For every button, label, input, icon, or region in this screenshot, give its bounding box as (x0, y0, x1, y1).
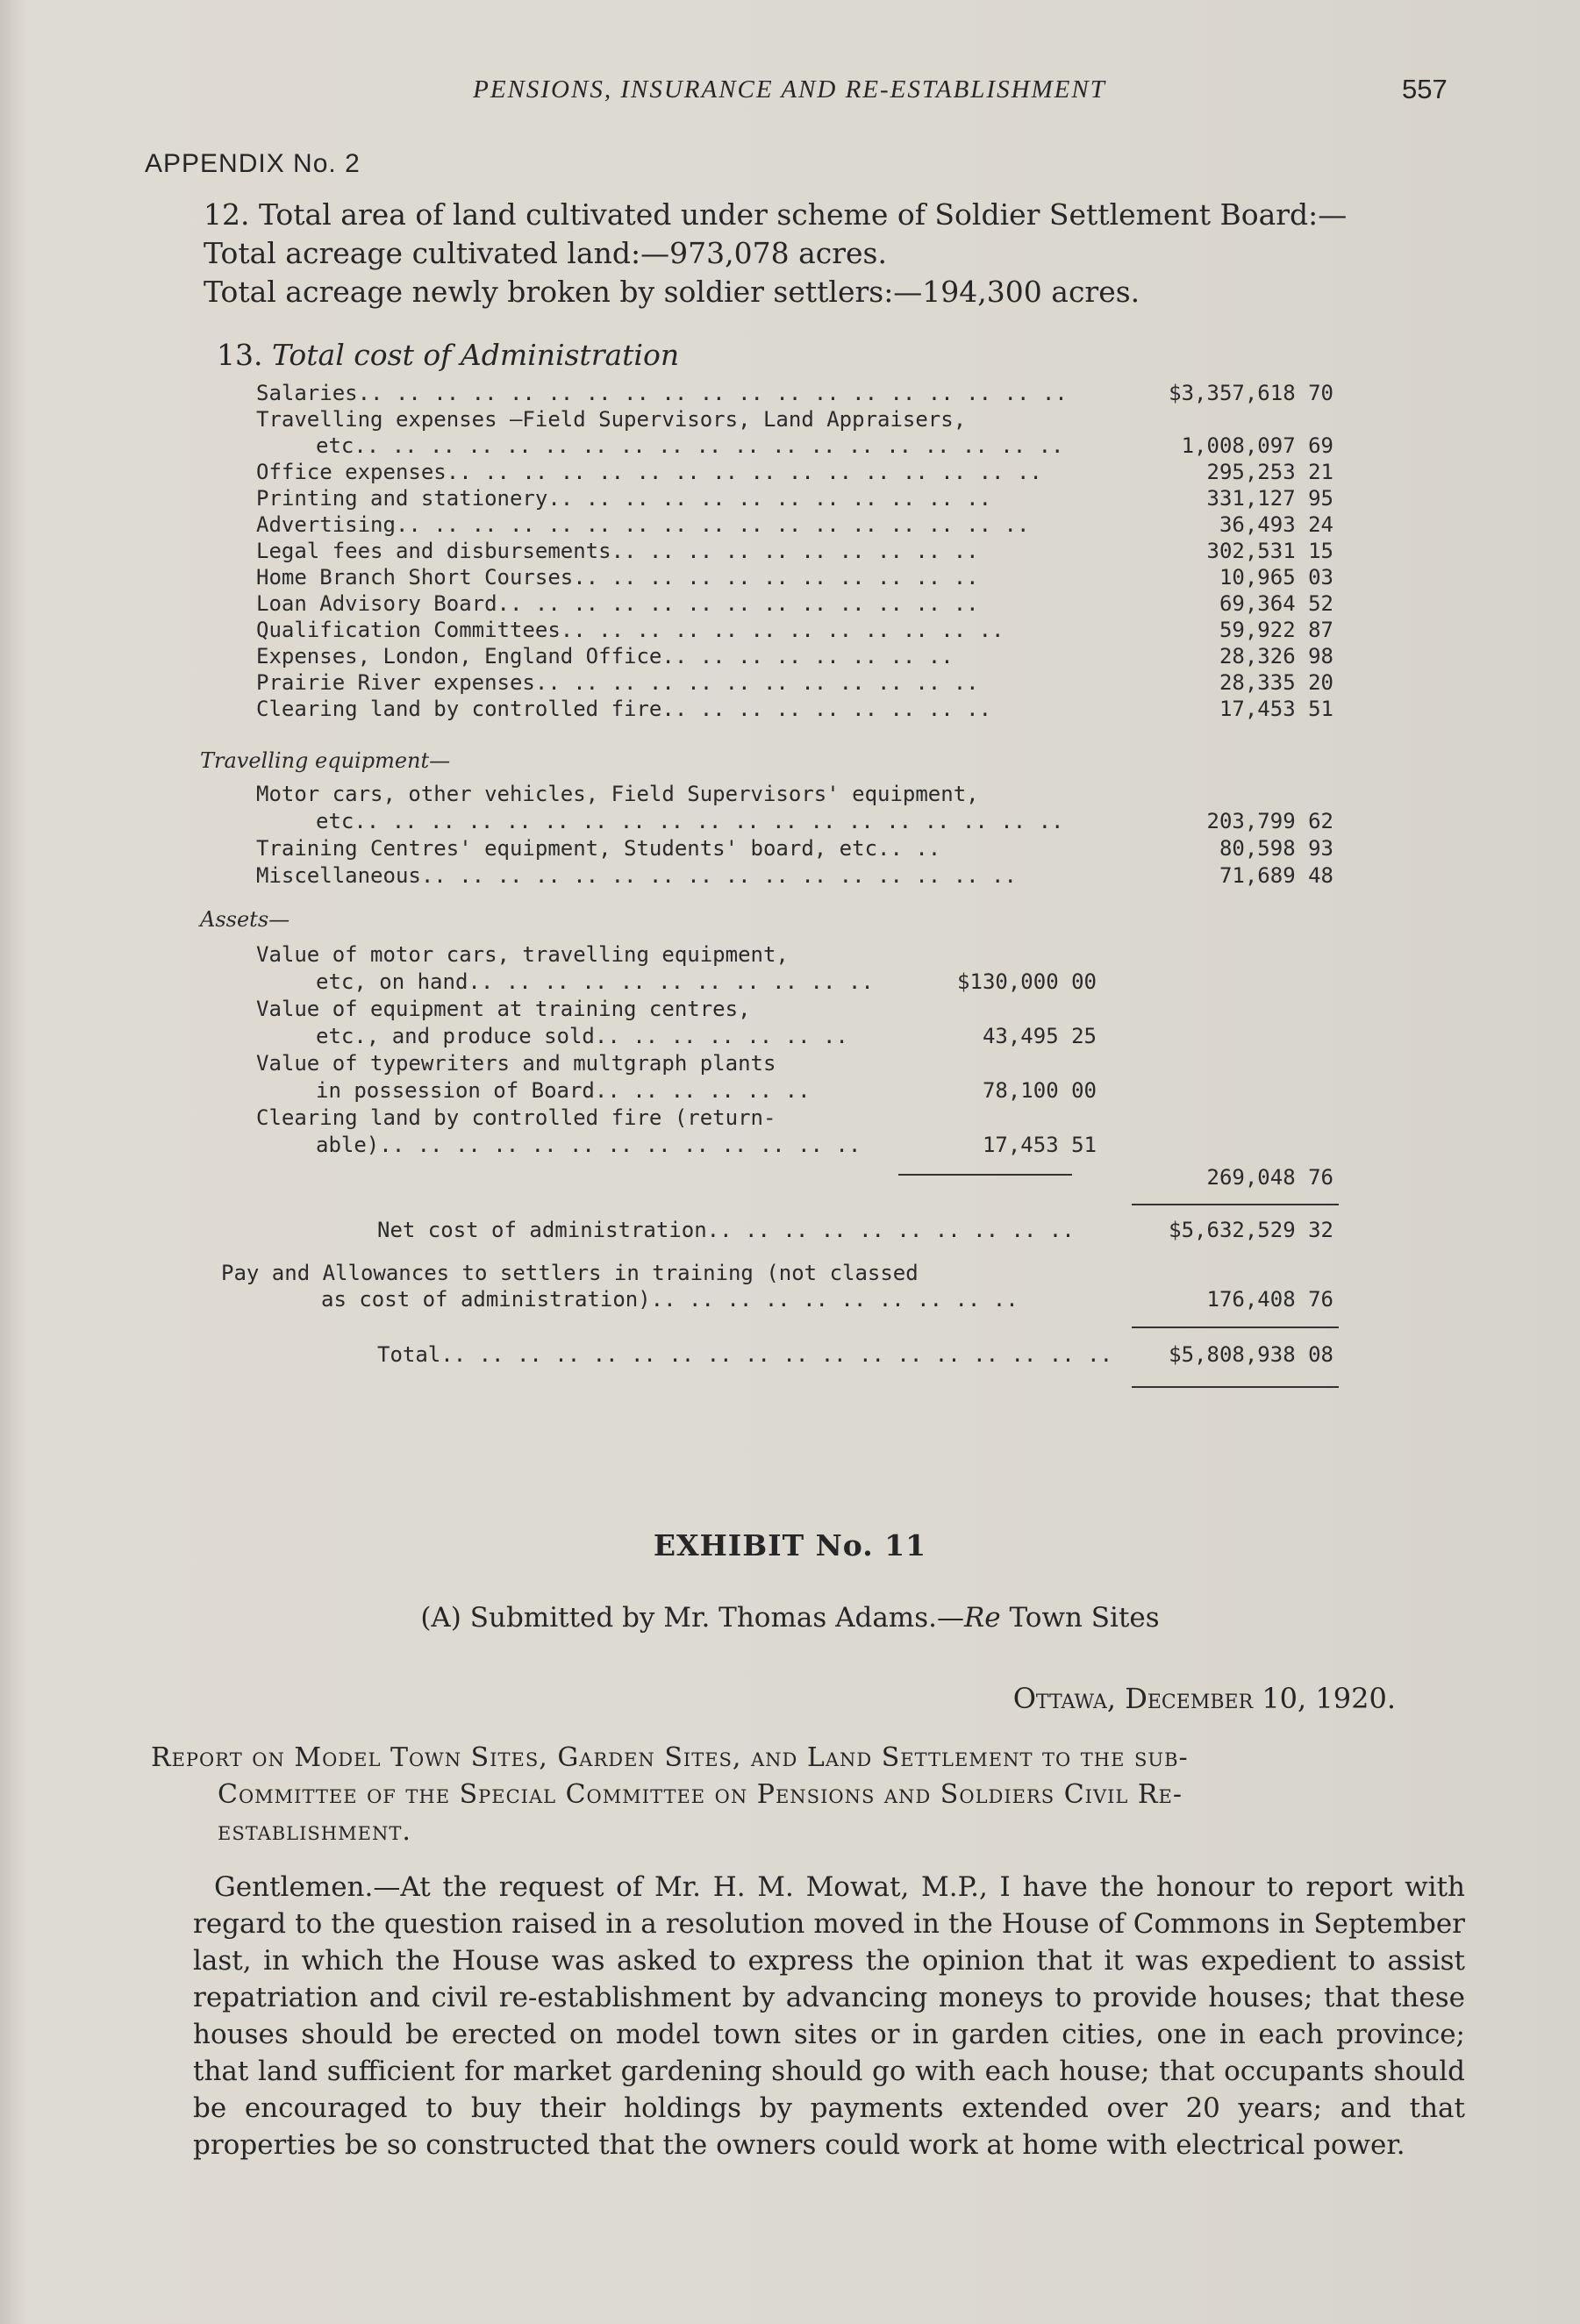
total-rule-bottom (1132, 1386, 1339, 1388)
cost-row (256, 460, 1333, 486)
cost-amount: 28,335 20 (1219, 670, 1333, 695)
total-row (377, 1342, 1333, 1369)
exhibit-subtitle-prefix: (A) Submitted by Mr. Thomas Adams.— (420, 1602, 964, 1634)
net-cost-row (377, 1218, 1333, 1244)
asset-label: etc, on hand.. .. .. .. .. .. .. .. .. .. .. (316, 969, 874, 994)
pay-label-1: Pay and Allowances to settlers in training (not classed (221, 1261, 919, 1285)
cost-row (256, 697, 1333, 723)
item13-number: 13. (217, 338, 263, 372)
pay-row-2 (321, 1287, 1333, 1313)
cost-row (256, 565, 1333, 591)
asset-row (316, 1024, 1097, 1050)
asset-label: Clearing land by controlled fire (return- (256, 1105, 776, 1130)
pay-amount: 176,408 76 (1206, 1287, 1333, 1312)
net-cost-amount: $5,632,529 32 (1169, 1218, 1333, 1242)
exhibit-subtitle-re: Re (963, 1602, 1001, 1634)
travel-cost-row (256, 782, 1333, 808)
cost-label: Office expenses.. .. .. .. .. .. .. .. .. .. .. .. .. .. .. .. (256, 460, 1042, 484)
total-rule-top (1132, 1326, 1339, 1328)
cost-row (256, 539, 1333, 565)
cost-amount: 1,008,097 69 (1181, 433, 1333, 458)
asset-row (316, 1133, 1097, 1159)
cost-label: Home Branch Short Courses.. .. .. .. .. .. .. .. .. .. .. (256, 565, 979, 590)
exhibit-subtitle-suffix: Town Sites (1000, 1602, 1160, 1634)
asset-amount: $130,000 00 (957, 969, 1097, 994)
travel-cost-label: Motor cars, other vehicles, Field Supervisors' equipment, (256, 782, 979, 806)
asset-row (256, 1051, 1097, 1077)
travel-cost-row (256, 836, 1333, 862)
dateline: Ottawa, December 10, 1920. (1012, 1682, 1396, 1715)
exhibit-subtitle (0, 1602, 1580, 1634)
cost-amount: 36,493 24 (1219, 512, 1333, 537)
cost-row (316, 433, 1333, 460)
cost-row (256, 644, 1333, 670)
asset-row (316, 969, 1097, 996)
travel-cost-label: etc.. .. .. .. .. .. .. .. .. .. .. .. .. .. .. .. .. .. .. (316, 809, 1064, 833)
cost-label: Qualification Committees.. .. .. .. .. .. .. .. .. .. .. .. (256, 618, 1004, 642)
body-paragraph: Gentlemen.—At the request of Mr. H. M. Mowat, M.P., I have the honour to report with regard to the question raised in a resolution moved in the House of Commons in September last, in which the House was asked to express the opinion that it was expedient to assist repatriation and civil re-establishment by advancing moneys to provide houses; that these houses should be erected on model town sites or in garden cities, one in each province; that land sufficient for market gardening should go with each house; that occupants should be encouraged to buy their holdings by payments extended over 20 years; and that properties be so constructed that the owners could work at home with electrical power. (193, 1871, 1465, 2161)
report-title (151, 1740, 1465, 1850)
cost-amount: 17,453 51 (1219, 697, 1333, 721)
cost-amount: 10,965 03 (1219, 565, 1333, 590)
cost-label: etc.. .. .. .. .. .. .. .. .. .. .. .. .. .. .. .. .. .. .. (316, 433, 1064, 458)
cost-row (256, 512, 1333, 539)
report-title-line2: Committee of the Special Committee on Pensions and Soldiers Civil Re- (218, 1779, 1183, 1810)
travel-cost-row (256, 863, 1333, 890)
travel-cost-amount: 71,689 48 (1219, 863, 1333, 888)
cost-row (256, 381, 1333, 407)
page-number: 557 (1402, 74, 1448, 104)
net-cost-rule (1132, 1204, 1339, 1205)
cost-row (256, 486, 1333, 512)
item13-heading (217, 338, 679, 372)
cost-amount: 295,253 21 (1206, 460, 1333, 484)
assets-heading: Assets— (200, 907, 290, 932)
pay-row-1 (221, 1261, 1333, 1287)
asset-row (256, 942, 1097, 969)
cost-row (256, 618, 1333, 644)
cost-row (256, 591, 1333, 618)
asset-amount: 78,100 00 (982, 1078, 1097, 1103)
cost-amount: 302,531 15 (1206, 539, 1333, 563)
cost-label: Advertising.. .. .. .. .. .. .. .. .. .. .. .. .. .. .. .. .. (256, 512, 1030, 537)
item13-title: Total cost of Administration (271, 338, 680, 372)
cost-row (256, 670, 1333, 697)
item12-line1: 12. Total area of land cultivated under scheme of Soldier Settlement Board:— (204, 197, 1348, 232)
travel-cost-amount: 203,799 62 (1206, 809, 1333, 833)
report-title-line1: Report on Model Town Sites, Garden Sites, and Land Settlement to the sub- (151, 1742, 1189, 1773)
cost-amount: 69,364 52 (1219, 591, 1333, 616)
assets-total-row (1132, 1165, 1333, 1191)
body-paragraph-container (193, 1869, 1465, 2163)
report-title-line3: establishment. (218, 1816, 411, 1847)
cost-label: Travelling expenses —Field Supervisors, Land Appraisers, (256, 407, 967, 432)
cost-label: Clearing land by controlled fire.. .. .. .. .. .. .. .. .. (256, 697, 992, 721)
travelling-heading: Travelling equipment— (200, 748, 451, 773)
asset-label: Value of equipment at training centres, (256, 997, 751, 1021)
item12-line3: Total acreage newly broken by soldier settlers:—194,300 acres. (204, 275, 1140, 309)
total-label: Total.. .. .. .. .. .. .. .. .. .. .. .. .. .. .. .. .. .. (377, 1342, 1113, 1367)
asset-label: etc., and produce sold.. .. .. .. .. .. .. (316, 1024, 848, 1048)
travel-cost-amount: 80,598 93 (1219, 836, 1333, 861)
cost-label: Printing and stationery.. .. .. .. .. .. .. .. .. .. .. .. (256, 486, 992, 511)
total-amount: $5,808,938 08 (1169, 1342, 1333, 1367)
running-title: PENSIONS, INSURANCE AND RE-ESTABLISHMENT (473, 75, 1106, 104)
assets-subtotal-rule (898, 1174, 1072, 1176)
assets-total-amount: 269,048 76 (1206, 1165, 1333, 1190)
pay-label-2: as cost of administration).. .. .. .. .. .. .. .. .. .. (321, 1287, 1019, 1312)
asset-amount: 43,495 25 (982, 1024, 1097, 1048)
cost-label: Legal fees and disbursements.. .. .. .. .. .. .. .. .. .. (256, 539, 979, 563)
cost-label: Loan Advisory Board.. .. .. .. .. .. .. .. .. .. .. .. .. (256, 591, 979, 616)
asset-row (256, 1105, 1097, 1132)
travel-cost-label: Training Centres' equipment, Students' board, etc.. .. (256, 836, 941, 861)
asset-label: able).. .. .. .. .. .. .. .. .. .. .. .. .. (316, 1133, 861, 1157)
asset-label: Value of typewriters and multgraph plants (256, 1051, 776, 1076)
cost-row (256, 407, 1333, 433)
asset-row (256, 997, 1097, 1023)
asset-amount: 17,453 51 (982, 1133, 1097, 1157)
asset-label: in possession of Board.. .. .. .. .. .. (316, 1078, 811, 1103)
cost-amount: 28,326 98 (1219, 644, 1333, 669)
item12-line2: Total acreage cultivated land:—973,078 acres. (204, 236, 887, 270)
cost-label: Salaries.. .. .. .. .. .. .. .. .. .. .. .. .. .. .. .. .. .. .. (256, 381, 1068, 405)
net-cost-label: Net cost of administration.. .. .. .. .. .. .. .. .. .. (377, 1218, 1075, 1242)
cost-label: Prairie River expenses.. .. .. .. .. .. .. .. .. .. .. .. (256, 670, 979, 695)
cost-amount: 331,127 95 (1206, 486, 1333, 511)
asset-row (316, 1078, 1097, 1105)
appendix-label: APPENDIX No. 2 (145, 149, 361, 178)
travel-cost-label: Miscellaneous.. .. .. .. .. .. .. .. .. .. .. .. .. .. .. .. (256, 863, 1017, 888)
travel-cost-row (316, 809, 1333, 835)
asset-label: Value of motor cars, travelling equipment, (256, 942, 789, 967)
cost-amount: $3,357,618 70 (1169, 381, 1333, 405)
exhibit-title: EXHIBIT No. 11 (653, 1528, 927, 1562)
cost-label: Expenses, London, England Office.. .. .. .. .. .. .. .. (256, 644, 954, 669)
cost-amount: 59,922 87 (1219, 618, 1333, 642)
